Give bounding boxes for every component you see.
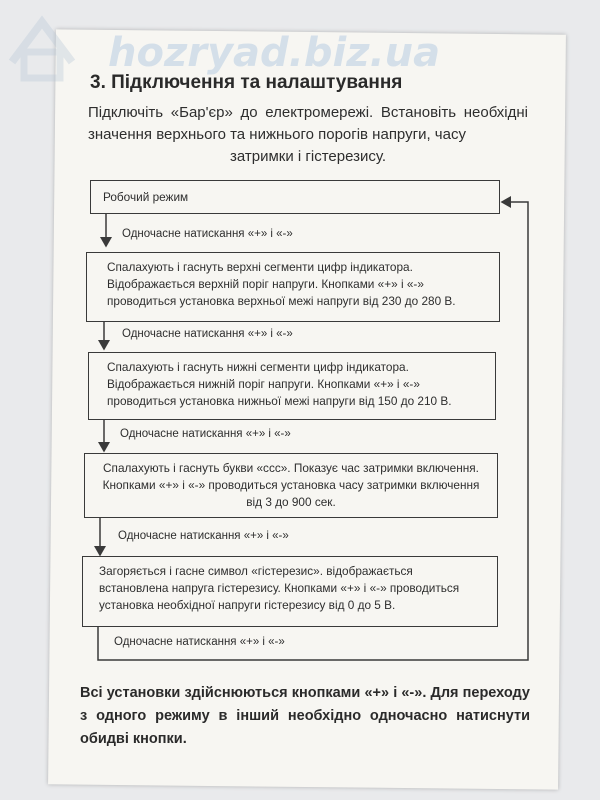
- intro-line-1: Підключіть «Бар'єр» до електромережі. Встановіть необхідні значення верхнього та нижнього порогів напруги, часу: [88, 104, 528, 143]
- step-label-3: Одночасне натискання «+» і «-»: [120, 428, 291, 440]
- footer-note: Всі установки здійснюються кнопками «+» і «-». Для переходу з одного режиму в інший необхідно одночасно натиснути обидві кнопки.: [80, 685, 530, 747]
- step-text-2: Спалахують і гаснуть нижні сегменти цифр індикатора. Відображається нижній поріг напруги. Кнопками «+» і «-» проводиться установка нижньої межі напруги від 150 до 210 В.: [107, 360, 452, 408]
- step-text-1: Спалахують і гаснуть верхні сегменти цифр індикатора. Відображається верхній поріг напруги. Кнопками «+» і «-» проводиться установка верхньої межі напруги від 230 до 280 В.: [107, 260, 456, 308]
- working-mode-label: Робочий режим: [103, 190, 189, 204]
- watermark-text: hozryad.biz.ua: [108, 30, 441, 76]
- step-label-2: Одночасне натискання «+» і «-»: [122, 328, 293, 340]
- step-text-3: Спалахують і гаснуть букви «ссс». Показує час затримки включення. Кнопками «+» і «-» проводиться установка часу затримки включення від 3 до 900 сек.: [102, 461, 480, 509]
- step-box-4: [82, 556, 498, 627]
- intro-line-2: затримки і гістерезису.: [229, 148, 387, 165]
- step-label-5: Одночасне натискання «+» і «-»: [114, 636, 285, 648]
- step-box-3: [84, 453, 498, 518]
- step-box-1: [86, 252, 500, 322]
- step-text-4: Загоряється і гасне символ «гістерезис». відображається встановлена напруга гістерезису. Кнопками «+» і «-» проводиться установка необхідної напруги гістерезису від 0 до 5 В.: [99, 564, 460, 612]
- step-label-1: Одночасне натискання «+» і «-»: [122, 228, 293, 240]
- step-label-4: Одночасне натискання «+» і «-»: [118, 530, 289, 542]
- step-box-2: [88, 352, 496, 420]
- section-title: 3. Підключення та налаштування: [90, 72, 403, 93]
- working-mode-box: [90, 180, 500, 214]
